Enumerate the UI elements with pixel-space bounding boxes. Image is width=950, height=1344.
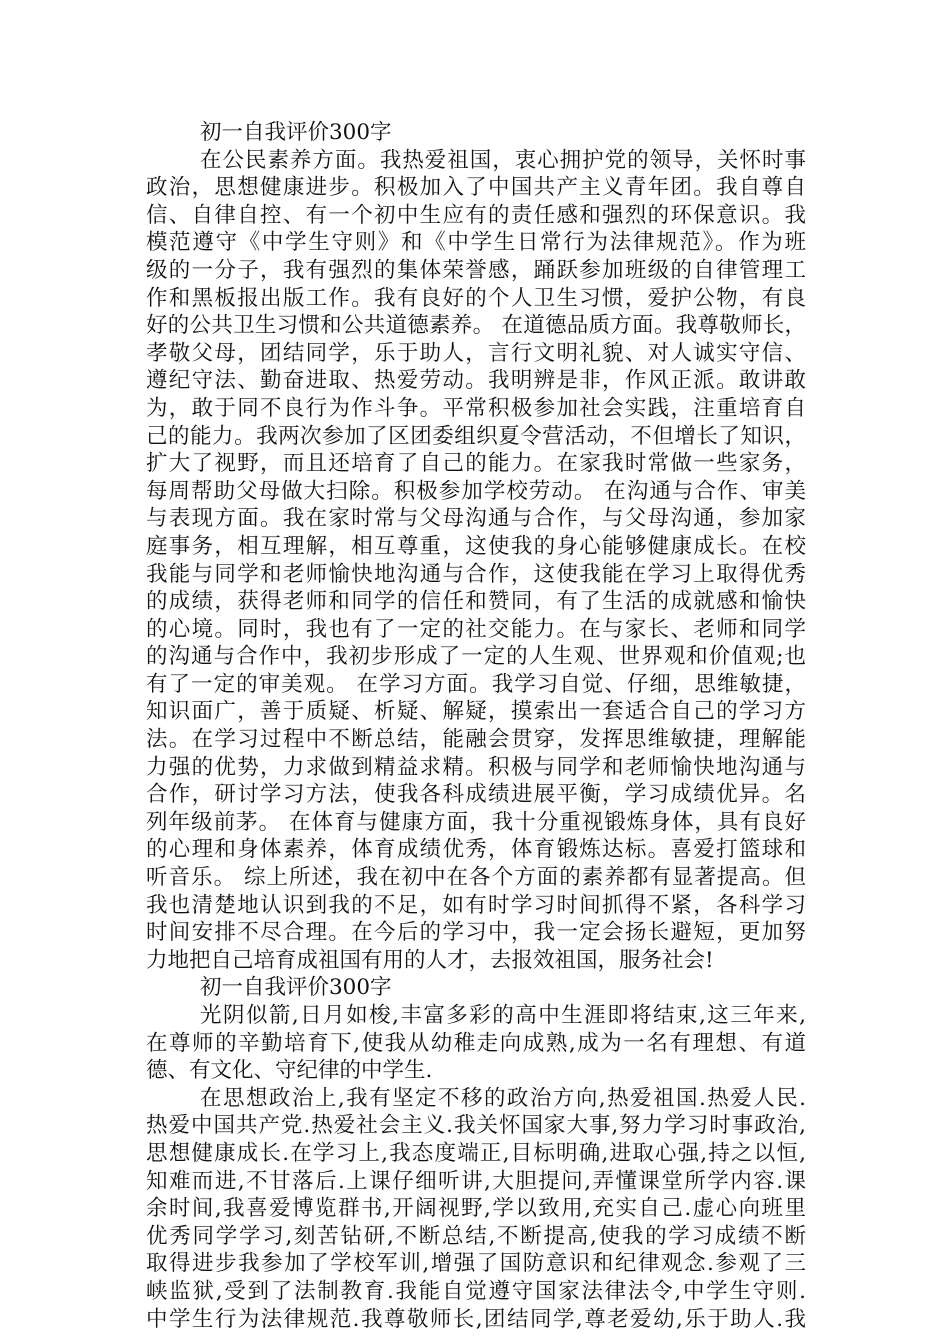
text-line: 在公民素养方面。我热爱祖国，衷心拥护党的领导，关怀时事 (200, 147, 806, 173)
text-line: 与表现方面。我在家时常与父母沟通与合作，与父母沟通，参加家 (146, 506, 806, 532)
text-line: 优秀同学学习,刻苦钻研,不断总结,不断提高,使我的学习成绩不断 (146, 1223, 806, 1249)
document-page (146, 119, 806, 1333)
paragraph (146, 1002, 806, 1085)
text-line: 力强的优势，力求做到精益求精。积极与同学和老师愉快地沟通与 (146, 754, 806, 780)
text-line: 取得进步我参加了学校军训,增强了国防意识和纪律观念.参观了三 (146, 1251, 806, 1277)
text-line: 余时间,我喜爱博览群书,开阔视野,学以致用,充实自己.虚心向班里 (146, 1196, 806, 1222)
text-line: 力地把自己培育成祖国有用的人才，去报效祖国，服务社会! (146, 947, 714, 973)
text-line: 政治，思想健康进步。积极加入了中国共产主义青年团。我自尊自 (146, 175, 806, 201)
text-line: 峡监狱,受到了法制教育.我能自觉遵守国家法律法令,中学生守则. (146, 1278, 806, 1304)
text-line: 我能与同学和老师愉快地沟通与合作，这使我能在学习上取得优秀 (146, 561, 806, 587)
text-line: 为，敢于同不良行为作斗争。平常积极参加社会实践，注重培育自 (146, 395, 806, 421)
text-line: 孝敬父母，团结同学，乐于助人，言行文明礼貌、对人诚实守信、 (146, 340, 806, 366)
text-line: 我也清楚地认识到我的不足，如有时学习时间抓得不紧，各科学习 (146, 892, 806, 918)
paragraph (146, 1085, 806, 1333)
text-line: 遵纪守法、勤奋进取、热爱劳动。我明辨是非，作风正派。敢讲敢 (146, 368, 806, 394)
text-line: 的心境。同时，我也有了一定的社交能力。在与家长、老师和同学 (146, 616, 806, 642)
text-line: 扩大了视野，而且还培育了自己的能力。在家我时常做一些家务， (146, 451, 806, 477)
text-line: 知难而进,不甘落后.上课仔细听讲,大胆提问,弄懂课堂所学内容.课 (146, 1168, 806, 1194)
text-line: 列年级前茅。 在体育与健康方面，我十分重视锻炼身体，具有良好 (146, 809, 806, 835)
text-line: 思想健康成长.在学习上,我态度端正,目标明确,进取心强,持之以恒, (146, 1140, 806, 1166)
text-line: 级的一分子，我有强烈的集体荣誉感，踊跃参加班级的自律管理工 (146, 257, 806, 283)
text-line: 热爱中国共产党.热爱社会主义.我关怀国家大事,努力学习时事政治, (146, 1113, 806, 1139)
text-line: 的沟通与合作中，我初步形成了一定的人生观、世界观和价值观;也 (146, 644, 806, 670)
text-line: 在尊师的辛勤培育下,使我从幼稚走向成熟,成为一名有理想、有道 (146, 1030, 806, 1056)
text-line: 在思想政治上,我有坚定不移的政治方向,热爱祖国.热爱人民. (200, 1085, 806, 1111)
text-line: 好的公共卫生习惯和公共道德素养。 在道德品质方面。我尊敬师长， (146, 313, 806, 339)
text-line: 德、有文化、守纪律的中学生. (146, 1058, 433, 1084)
section-title: 初一自我评价300字 (200, 975, 392, 1001)
text-line: 有了一定的审美观。 在学习方面。我学习自觉、仔细，思维敏捷， (146, 671, 806, 697)
text-line: 的成绩，获得老师和同学的信任和赞同，有了生活的成就感和愉快 (146, 589, 806, 615)
text-line: 合作，研讨学习方法，使我各科成绩进展平衡，学习成绩优异。名 (146, 782, 806, 808)
text-line: 光阴似箭,日月如梭,丰富多彩的高中生涯即将结束,这三年来, (200, 1003, 806, 1028)
text-line: 知识面广，善于质疑、析疑、解疑，摸索出一套适合自己的学习方 (146, 699, 806, 725)
text-line: 作和黑板报出版工作。我有良好的个人卫生习惯，爱护公物，有良 (146, 285, 806, 311)
text-line: 时间安排不尽合理。在今后的学习中，我一定会扬长避短，更加努 (146, 920, 806, 946)
text-line: 己的能力。我两次参加了区团委组织夏令营活动，不但增长了知识， (146, 423, 806, 449)
text-line: 模范遵守《中学生守则》和《中学生日常行为法律规范》。作为班 (146, 230, 806, 256)
text-line: 的心理和身体素养，体育成绩优秀，体育锻炼达标。喜爱打篮球和 (146, 837, 806, 863)
paragraph (146, 147, 806, 975)
text-line: 中学生行为法律规范.我尊敬师长,团结同学,尊老爱幼,乐于助人.我 (146, 1306, 806, 1332)
text-line: 听音乐。 综上所述，我在初中在各个方面的素养都有显著提高。但 (146, 865, 806, 891)
section-title: 初一自我评价300字 (200, 120, 392, 145)
text-line: 法。在学习过程中不断总结，能融会贯穿，发挥思维敏捷，理解能 (146, 727, 806, 753)
text-line: 庭事务，相互理解，相互尊重，这使我的身心能够健康成长。在校 (146, 533, 806, 559)
text-line: 每周帮助父母做大扫除。积极参加学校劳动。 在沟通与合作、审美 (146, 478, 806, 504)
text-line: 信、自律自控、有一个初中生应有的责任感和强烈的环保意识。我 (146, 202, 806, 228)
